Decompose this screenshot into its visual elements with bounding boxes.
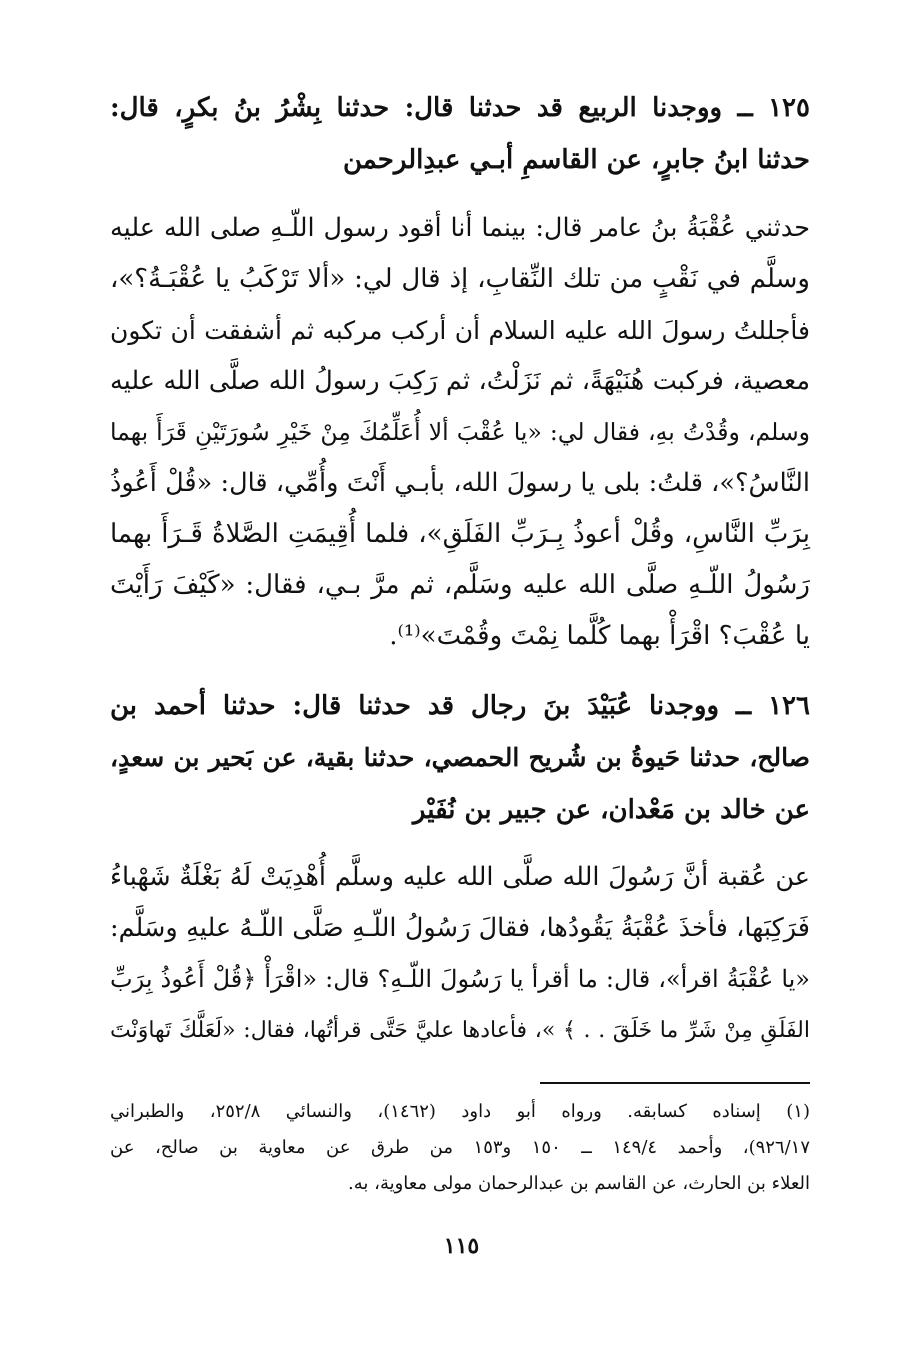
- hadith-125-matn: [110, 203, 810, 662]
- text-line: بِرَبِّ النَّاسِ، وقُلْ أعوذُ بِـرَبِّ الفَلَقِ»، فلما أُقِيمَتِ الصَّلاةُ قَـرَأَ بهما: [110, 519, 810, 549]
- text-line: فَرَكِبَها، فأخذَ عُقْبَةُ يَقُودُها، فقالَ رَسُولُ اللّـهِ صَلَّى اللّـهُ عليهِ وسَلَّم:: [110, 913, 810, 943]
- text-line: وسلَّم في نَقْبٍ من تلك النِّقابِ، إذ قال لي: «ألا تَرْكَبُ يا عُقْبَـةُ؟»،: [110, 264, 810, 294]
- text-line: عن خالد بن مَعْدان، عن جبير بن نُفَيْر: [412, 795, 810, 825]
- footnote-line: (١) إسناده كسابقه. ورواه أبو داود (١٤٦٢)، والنسائي ٢٥٢/٨، والطبراني: [110, 1101, 810, 1122]
- page-number: ١١٥: [443, 1233, 480, 1259]
- hadith-126-matn: [110, 852, 810, 1056]
- text-line: عن عُقبة أنَّ رَسُولَ الله صلَّى الله عليه وسلَّم أُهْدِيَتْ لَهُ بَغْلَةٌ شَهْباءُ: [110, 862, 810, 892]
- text-line: صالح، حدثنا حَيوةُ بن شُريح الحمصي، حدثنا بقية، عن بَحير بن سعدٍ،: [110, 743, 810, 772]
- text-line: الفَلَقِ مِنْ شَرِّ ما خَلَقَ . . ﴾ »، فأعادها عليَّ حَتَّى قرأتُها، فقال: «لَعَلَّكَ تَهاوَنْتَ: [110, 1018, 810, 1043]
- text-line: فأجللتُ رسولَ الله عليه السلام أن أركب مركبه ثم أشفقت أن تكون: [110, 316, 810, 345]
- text-line: النَّاسُ؟»، قلتُ: بلى يا رسولَ الله، بأبـي أَنْتَ وأُمِّي، قال: «قُلْ أَعُوذُ: [110, 468, 810, 498]
- text-line: يا عُقْبَ؟ اقْرَأْ بهما كُلَّما نِمْتَ وقُمْتَ»⁽¹⁾.: [389, 621, 810, 651]
- footnotes: [110, 1094, 810, 1202]
- footnote-line: العلاء بن الحارث، عن القاسم بن عبدالرحمان مولى معاوية، به.: [348, 1173, 810, 1194]
- text-line: «يا عُقْبَةُ اقرأ»، قال: ما أقرأ يا رَسُولَ اللّـهِ؟ قال: «اقْرَأْ ﴿قُلْ أَعُوذُ بِرَبِّ: [110, 965, 810, 993]
- text-line: ١٢٥ ــ ووجدنا الربيع قد حدثنا قال: حدثنا بِشْرُ بنُ بكرٍ، قال:: [110, 93, 810, 123]
- hadith-125-isnad: [110, 82, 810, 186]
- hadith-126-isnad: [110, 680, 810, 836]
- text-line: وسلم، وقُدْتُ بهِ، فقال لي: «يا عُقْبَ ألا أُعَلِّمُكَ مِنْ خَيْرِ سُورَتَيْنِ قَرَأَ بهما: [110, 418, 810, 446]
- footnote-divider: [540, 1082, 810, 1084]
- text-line: حدثنا ابنُ جابرٍ، عن القاسمِ أبـي عبدِالرحمن: [342, 145, 810, 175]
- text-line: حدثني عُقْبَةُ بنُ عامر قال: بينما أنا أقود رسول اللّـهِ صلى الله عليه: [110, 213, 810, 243]
- text-line: رَسُولُ اللّـهِ صلَّى الله عليه وسَلَّم، ثم مرَّ بـي، فقال: «كَيْفَ رَأَيْتَ: [110, 570, 810, 600]
- footnote-line: ٩٢٦/١٧)، وأحمد ١٤٩/٤ ــ ١٥٠ و١٥٣ من طرق عن معاوية بن صالح، عن: [110, 1137, 810, 1158]
- text-line: معصية، فركبت هُنَيْهَةً، ثم نَزَلْتُ، ثم رَكِبَ رسولُ الله صلَّى الله عليه: [110, 366, 810, 396]
- text-line: ١٢٦ ــ ووجدنا عُبَيْدَ بنَ رجال قد حدثنا قال: حدثنا أحمد بن: [110, 691, 810, 721]
